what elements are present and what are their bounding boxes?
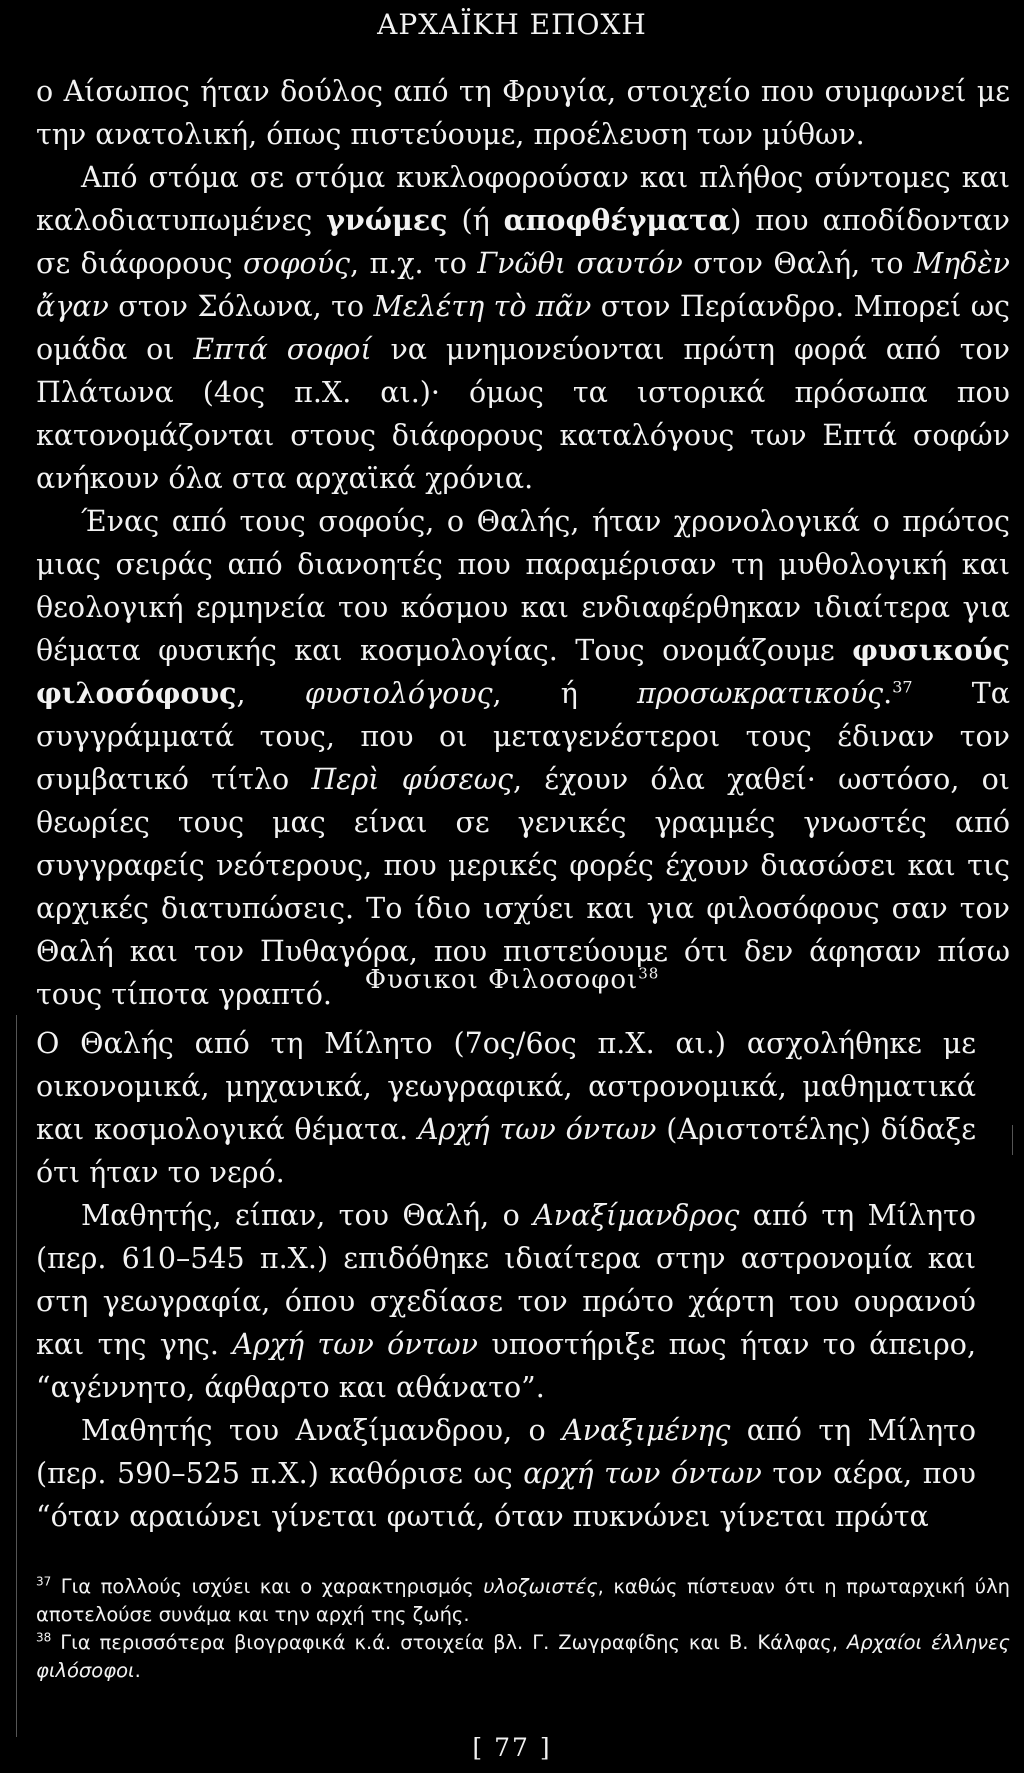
margin-rule-left [16,1015,17,1737]
section-paragraph-2 [36,1194,976,1409]
italic-term: Αναξίμανδρος [533,1199,740,1232]
italic-term: Αρχή των όντων [418,1113,657,1146]
text-run: . [883,677,893,710]
text-run: στον Περίανδρο. Μπορεί ως ομάδα οι [36,290,1010,366]
text-run: , [236,677,305,710]
paragraph-2 [36,156,1010,500]
footnote-ref-38[interactable]: 38 [638,964,660,983]
text-run: Για περισσότερα βιογραφικά κ.ά. στοιχεία βλ. Γ. Ζωγραφίδης και Β. Κάλφας, [51,1631,847,1654]
footnotes [36,1573,1010,1685]
italic-term: σοφούς [242,247,350,280]
footnote-number: 38 [36,1630,52,1645]
running-head: ΑΡΧΑΪΚΗ ΕΠΟΧΗ [377,8,647,41]
italic-term: Μελέτη τὸ πᾶν [373,290,592,323]
paragraph-1 [36,70,1010,156]
text-run: Από στόμα σε στόμα κυκλοφορούσαν και πλήθος σύντομες και καλοδιατυπωμένες [36,161,1010,237]
italic-term: Αναξιμένης [562,1414,731,1447]
footnote-37 [36,1573,1010,1629]
text-run: να μνημονεύονται πρώτη φορά από τον Πλάτωνα (4ος π.Χ. αι.)· όμως τα ιστορικά πρόσωπα που κατονομάζονται στους διάφορους καταλόγους των Επτά σοφών ανήκουν όλα στα αρχαϊκά χρόνια. [36,333,1010,495]
bold-term: φυσικούς φιλοσόφους [36,633,1010,710]
text-run: Μαθητής του Αναξίμανδρου, ο [81,1414,563,1447]
text-run: ο Αίσωπος ήταν δούλος από τη Φρυγία, στοιχείο που συμφωνεί με την ανατολική, όπως πιστεύουμε, προέλευση των μύθων. [36,75,1010,151]
bold-term: γνώμες [326,203,448,237]
body-text [36,70,1010,1016]
text-run: , ή [492,677,638,710]
text-run: από τη Μίλητο (περ. 590–525 π.Χ.) καθόρισε ως [36,1414,977,1490]
section-paragraph-1 [36,1022,976,1194]
text-run: (ή [447,204,504,237]
italic-term: Γνῶθι σαυτόν [477,247,683,280]
text-run: . [134,1659,141,1682]
paragraph-3 [36,500,1010,1016]
text-run: Μαθητής, είπαν, του Θαλή, ο [81,1199,534,1232]
italic-term: Περὶ φύσεως [311,763,513,796]
italic-term: αρχή των όντων [523,1457,762,1490]
italic-term: φυσιολόγους [304,677,493,710]
text-run: υποστήριξε πως ήταν το άπειρο, “αγέννητο, άφθαρτο και αθάνατο”. [36,1328,977,1404]
italic-term: Επτά σοφοί [193,333,372,366]
text-run: , έχουν όλα χαθεί· ωστόσο, οι θεωρίες τους μας είναι σε γενικές γραμμές γνωστές από συγγραφείς νεότερους, που μερικές φορές έχουν διασώσει και τις αρχικές διατυπώσεις. Το ίδιο ισχύει και για φιλοσόφους σαν τον Θαλή και τον Πυθαγόρα, που πιστεύουμε ότι δεν άφησαν πίσω τους τίποτα γραπτό. [36,763,1010,1011]
text-run: ) που αποδίδονταν σε διάφορους [36,204,1011,280]
section-text [36,1022,976,1538]
text-run: στον Σόλωνα, το [108,290,374,323]
section-heading [0,965,1024,995]
text-run: Τα συγγράμματά τους, που οι μεταγενέστεροι τους έδιναν τον συμβατικό τίτλο [36,677,1010,796]
page-number: [ 77 ] [472,1733,552,1762]
text-run: , καθώς πίστευαν ότι η πρωταρχική ύλη αποτελούσε συνάμα και την αρχή της ζωής. [36,1575,1010,1626]
text-run: στον Θαλή, το [682,247,914,280]
text-run: Ένας από τους σοφούς, ο Θαλής, ήταν χρονολογικά ο πρώτος μιας σειράς από διανοητές που παραμέρισαν τη μυθολογική και θεολογική ερμηνεία του κόσμου και ενδιαφέρθηκαν ιδιαίτερα για θέματα φυσικής και κοσμολογίας. Τους ονομάζουμε [36,505,1010,667]
footnote-38 [36,1629,1010,1685]
footnote-ref-37[interactable]: 37 [892,677,913,697]
italic-term: Μηδὲν ἄγαν [36,247,1011,323]
italic-term: Αρχαίοι έλληνες φιλόσοφοι [36,1631,1010,1682]
text-run: (Αριστοτέλης) δίδαξε ότι ήταν το νερό. [36,1113,976,1189]
italic-term: υλοζωιστές [483,1575,598,1598]
bold-term: αποφθέγματα [503,203,731,237]
italic-term: Αρχή των όντων [232,1328,478,1361]
italic-term: προσωκρατικούς [637,677,884,710]
text-run: από τη Μίλητο (περ. 610–545 π.Χ.) επιδόθηκε ιδιαίτερα στην αστρονομία και στη γεωγραφία, όπου σχεδίασε τον πρώτο χάρτη του ουρανού και της γης. [36,1199,976,1361]
text-run: τον αέρα, που “όταν αραιώνει γίνεται φωτιά, όταν πυκνώνει γίνεται πρώτα [36,1457,976,1533]
text-run: Ο Θαλής από τη Μίλητο (7ος/6ος π.Χ. αι.) ασχολήθηκε με οικονομικά, μηχανικά, γεωγραφικά, αστρονομικά, μαθηματικά και κοσμολογικά θέματα. [36,1027,976,1146]
footnote-number: 37 [36,1574,52,1589]
text-run: , π.χ. το [350,247,478,280]
section-title: Φυσικοι Φιλοσοφοι [364,965,639,995]
section-paragraph-3 [36,1409,976,1538]
text-run: Για πολλούς ισχύει και ο χαρακτηρισμός [51,1575,484,1598]
margin-rule-right [1012,1125,1013,1155]
